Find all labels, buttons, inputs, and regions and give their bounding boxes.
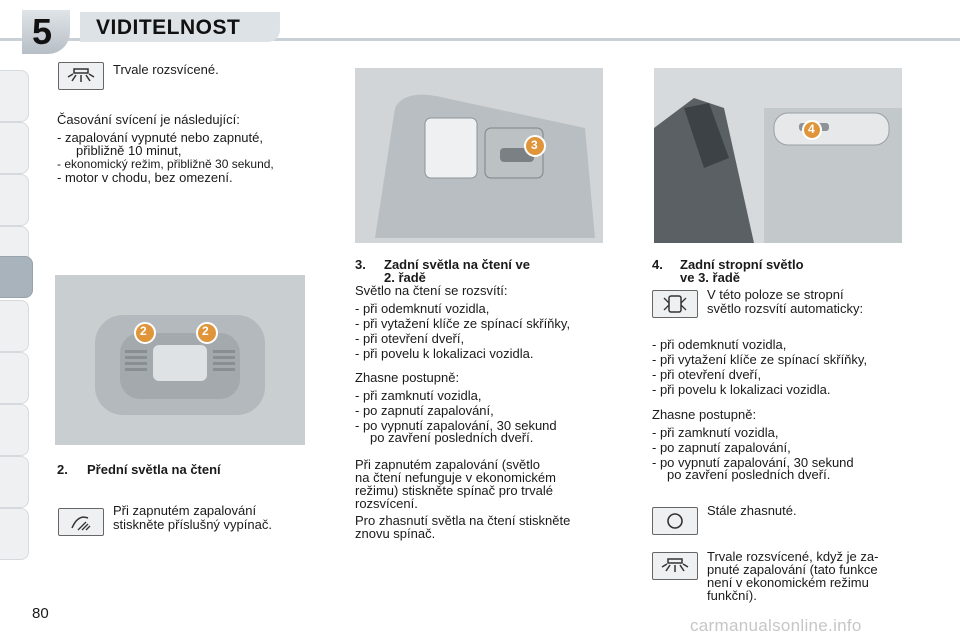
c3-off-item-2: - po zapnutí zapalování,	[652, 440, 791, 455]
rear-reading-light-photo	[355, 68, 603, 243]
para1-line3: režimu) stiskněte spínač pro trvalé	[355, 483, 553, 498]
c3-on-item-4: - při povelu k lokalizaci vozidla.	[652, 382, 831, 397]
c3-on-item-3: - při otevření dveří,	[652, 367, 762, 382]
page-title: VIDITELNOST	[96, 16, 241, 39]
auto-text-1: V této poloze se stropní	[707, 287, 844, 302]
c3-off-item-1: - při zamknutí vozidla,	[652, 425, 779, 440]
off-item-2: - po zapnutí zapalování,	[355, 403, 494, 418]
section-4-number: 4.	[652, 257, 663, 272]
side-tab-2[interactable]	[0, 122, 29, 174]
on-item-3: - při otevření dveří,	[355, 331, 465, 346]
c3-off-item-3-cont: po zavření posledních dveří.	[667, 467, 831, 482]
always-on-ign-4: funkční).	[707, 588, 757, 603]
off-item-3: - po vypnutí zapalování, 30 sekund	[355, 418, 557, 433]
side-tab-3[interactable]	[0, 174, 29, 226]
lights-on-intro: Světlo na čtení se rozsvítí:	[355, 283, 508, 298]
section-3-number: 3.	[355, 257, 366, 272]
timing-item-1-cont: přibližně 10 minut,	[76, 143, 182, 158]
side-tab-6[interactable]	[0, 300, 29, 352]
on-item-2: - při vytažení klíče ze spínací skříňky,	[355, 316, 571, 331]
lamp-rays-icon	[58, 62, 104, 90]
touch-lamp-icon	[58, 508, 104, 536]
always-on-text: Trvale rozsvícené.	[113, 62, 219, 77]
always-off-text: Stále zhasnuté.	[707, 503, 797, 518]
section-4-title: Zadní stropní světlo	[680, 257, 804, 272]
para1-line2: na čtení nefunguje v ekonomickém	[355, 470, 556, 485]
lamp-rays-icon	[652, 552, 698, 580]
auto-text-2: světlo rozsvítí automaticky:	[707, 301, 864, 316]
always-on-ign-3: není v ekonomickém režimu	[707, 575, 869, 590]
timing-item-1: - zapalování vypnuté nebo zapnuté,	[57, 130, 263, 145]
page-number: 80	[32, 605, 49, 622]
ignition-text-1: Při zapnutém zapalování	[113, 503, 257, 518]
side-tab-7[interactable]	[0, 352, 29, 404]
c3-off-item-3: - po vypnutí zapalování, 30 sekund	[652, 455, 854, 470]
side-tab-9[interactable]	[0, 456, 29, 508]
timing-intro: Časování svícení je následující:	[57, 112, 240, 127]
on-item-1: - při odemknutí vozidla,	[355, 301, 490, 316]
timing-item-2: - ekonomický režim, přibližně 30 sekund,	[57, 157, 274, 171]
photo-badge-2a: 2	[140, 324, 147, 338]
para1-line4: rozsvícení.	[355, 496, 418, 511]
section-2-title: Přední světla na čtení	[87, 462, 221, 477]
para2-line1: Pro zhasnutí světla na čtení stiskněte	[355, 513, 571, 528]
section-3-title: Zadní světla na čtení ve	[384, 257, 530, 272]
always-on-ign-1: Trvale rozsvícené, když je za-	[707, 549, 879, 564]
c3-on-item-1: - při odemknutí vozidla,	[652, 337, 787, 352]
chapter-number: 5	[31, 11, 53, 52]
off-intro: Zhasne postupně:	[355, 370, 460, 385]
section-4-title-cont: ve 3. řadě	[680, 270, 740, 285]
on-item-4: - při povelu k lokalizaci vozidla.	[355, 346, 534, 361]
off-item-1: - při zamknutí vozidla,	[355, 388, 482, 403]
c3-off-intro: Zhasne postupně:	[652, 407, 757, 422]
para2-line2: znovu spínač.	[355, 526, 436, 541]
side-tab-1[interactable]	[0, 70, 29, 122]
rear-ceiling-light-photo	[654, 68, 902, 243]
always-on-ign-2: pnuté zapalování (tato funkce	[707, 562, 878, 577]
front-reading-lights-photo	[55, 275, 305, 445]
side-tab-10[interactable]	[0, 508, 29, 560]
timing-item-3: - motor v chodu, bez omezení.	[57, 170, 233, 185]
side-tab-8[interactable]	[0, 404, 29, 456]
footer-watermark: carmanualsonline.info	[690, 616, 862, 635]
para1-line1: Při zapnutém zapalování (světlo	[355, 457, 540, 472]
side-tab-active[interactable]	[0, 256, 33, 298]
off-item-3-cont: po zavření posledních dveří.	[370, 430, 534, 445]
section-3-title-cont: 2. řadě	[384, 270, 426, 285]
off-circle-icon	[652, 507, 698, 535]
photo-badge-3: 3	[531, 138, 538, 152]
ignition-text-2: stiskněte příslušný vypínač.	[113, 517, 272, 532]
photo-badge-2b: 2	[202, 324, 209, 338]
photo-badge-4: 4	[808, 122, 815, 136]
door-lamp-icon	[652, 290, 698, 318]
section-2-number: 2.	[57, 462, 68, 477]
c3-on-item-2: - při vytažení klíče ze spínací skříňky,	[652, 352, 868, 367]
